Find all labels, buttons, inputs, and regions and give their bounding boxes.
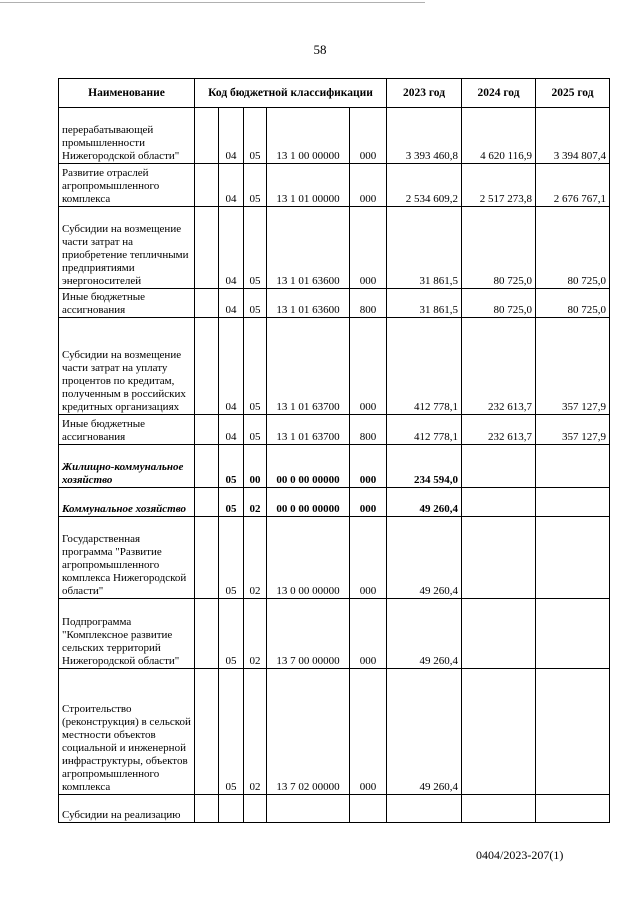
row-expense-type-cell: 000 [350,207,387,289]
row-2024-cell: 80 725,0 [462,289,536,318]
row-section-cell: 04 [219,108,244,164]
row-section-cell: 05 [219,669,244,795]
row-empty-cell [195,164,219,207]
row-2023-cell: 49 260,4 [387,488,462,517]
row-2025-cell [536,795,610,823]
header-name: Наименование [59,79,195,108]
row-2025-cell: 80 725,0 [536,289,610,318]
row-2023-cell: 31 861,5 [387,207,462,289]
row-2023-cell: 234 594,0 [387,445,462,488]
row-name-cell: Субсидии на реализацию [59,795,195,823]
row-target-article-cell: 13 0 00 00000 [267,517,350,599]
row-section-cell: 05 [219,488,244,517]
row-expense-type-cell: 000 [350,445,387,488]
table-row [59,415,610,445]
row-name-cell: Подпрограмма "Комплексное развитие сельских территорий Нижегородской области" [59,599,195,669]
row-expense-type-cell: 000 [350,488,387,517]
row-target-article-cell: 13 1 00 00000 [267,108,350,164]
row-2023-cell: 2 534 609,2 [387,164,462,207]
table-header-row [59,79,610,108]
row-subsection-cell: 05 [244,289,267,318]
row-target-article-cell: 13 1 01 63700 [267,318,350,415]
row-subsection-cell: 05 [244,415,267,445]
row-subsection-cell: 05 [244,207,267,289]
header-2024: 2024 год [462,79,536,108]
table-row [59,669,610,795]
row-2024-cell: 80 725,0 [462,207,536,289]
row-subsection-cell: 02 [244,669,267,795]
row-2023-cell: 412 778,1 [387,415,462,445]
row-subsection-cell: 05 [244,164,267,207]
row-target-article-cell: 13 1 01 63700 [267,415,350,445]
row-subsection-cell: 02 [244,599,267,669]
row-section-cell: 05 [219,599,244,669]
page-number: 58 [313,42,327,57]
row-empty-cell [195,289,219,318]
row-2024-cell: 4 620 116,9 [462,108,536,164]
row-expense-type-cell: 000 [350,669,387,795]
row-name-cell: Жилищно-коммунальное хозяйство [59,445,195,488]
row-2025-cell [536,445,610,488]
row-2024-cell [462,669,536,795]
row-subsection-cell: 02 [244,517,267,599]
row-empty-cell [195,108,219,164]
row-2025-cell [536,488,610,517]
row-expense-type-cell: 000 [350,599,387,669]
row-2023-cell [387,795,462,823]
row-target-article-cell: 13 1 01 00000 [267,164,350,207]
row-target-article-cell [267,795,350,823]
table-row [59,795,610,823]
row-name-cell: Субсидии на возмещение части затрат на приобретение тепличными предприятиями энергоносителей [59,207,195,289]
row-empty-cell [195,795,219,823]
row-expense-type-cell: 800 [350,415,387,445]
row-2024-cell: 232 613,7 [462,415,536,445]
row-2025-cell: 80 725,0 [536,207,610,289]
row-target-article-cell: 00 0 00 00000 [267,488,350,517]
row-section-cell: 04 [219,415,244,445]
row-section-cell [219,795,244,823]
row-subsection-cell: 00 [244,445,267,488]
row-empty-cell [195,415,219,445]
row-2025-cell: 357 127,9 [536,318,610,415]
row-subsection-cell: 02 [244,488,267,517]
row-empty-cell [195,488,219,517]
row-empty-cell [195,517,219,599]
row-2024-cell [462,445,536,488]
header-code: Код бюджетной классификации [195,79,387,108]
row-name-cell: Государственная программа "Развитие агропромышленного комплекса Нижегородской области" [59,517,195,599]
row-section-cell: 05 [219,445,244,488]
row-2024-cell [462,795,536,823]
row-name-cell: Иные бюджетные ассигнования [59,415,195,445]
row-expense-type-cell: 800 [350,289,387,318]
row-name-cell: Иные бюджетные ассигнования [59,289,195,318]
table-row [59,164,610,207]
row-empty-cell [195,445,219,488]
row-2025-cell [536,599,610,669]
row-expense-type-cell: 000 [350,517,387,599]
table-row [59,445,610,488]
row-2025-cell [536,669,610,795]
row-section-cell: 05 [219,517,244,599]
row-2023-cell: 49 260,4 [387,669,462,795]
row-2025-cell: 2 676 767,1 [536,164,610,207]
header-2023: 2023 год [387,79,462,108]
row-subsection-cell [244,795,267,823]
table-row [59,108,610,164]
row-subsection-cell: 05 [244,108,267,164]
row-section-cell: 04 [219,318,244,415]
row-expense-type-cell: 000 [350,318,387,415]
row-2023-cell: 412 778,1 [387,318,462,415]
row-expense-type-cell: 000 [350,164,387,207]
row-expense-type-cell: 000 [350,108,387,164]
row-2024-cell: 2 517 273,8 [462,164,536,207]
row-section-cell: 04 [219,164,244,207]
row-section-cell: 04 [219,289,244,318]
table-row [59,289,610,318]
row-2025-cell [536,517,610,599]
table-row [59,517,610,599]
row-2024-cell [462,599,536,669]
row-empty-cell [195,669,219,795]
row-2025-cell: 357 127,9 [536,415,610,445]
table-row [59,488,610,517]
row-name-cell: Развитие отраслей агропромышленного комплекса [59,164,195,207]
row-name-cell: Субсидии на возмещение части затрат на уплату процентов по кредитам, полученным в российских кредитных организациях [59,318,195,415]
row-target-article-cell: 13 7 00 00000 [267,599,350,669]
row-2024-cell: 232 613,7 [462,318,536,415]
row-target-article-cell: 00 0 00 00000 [267,445,350,488]
table-row [59,207,610,289]
budget-table [58,78,610,823]
row-target-article-cell: 13 1 01 63600 [267,289,350,318]
table-row [59,318,610,415]
row-target-article-cell: 13 1 01 63600 [267,207,350,289]
row-empty-cell [195,207,219,289]
row-2023-cell: 3 393 460,8 [387,108,462,164]
row-target-article-cell: 13 7 02 00000 [267,669,350,795]
row-2023-cell: 31 861,5 [387,289,462,318]
header-2025: 2025 год [536,79,610,108]
top-edge-line [0,2,425,3]
row-subsection-cell: 05 [244,318,267,415]
row-name-cell: Строительство (реконструкция) в сельской местности объектов социальной и инженерной инфраструктуры, объектов агропромышленного комплекса [59,669,195,795]
table-row [59,599,610,669]
row-section-cell: 04 [219,207,244,289]
row-2023-cell: 49 260,4 [387,517,462,599]
row-name-cell: Коммунальное хозяйство [59,488,195,517]
row-2024-cell [462,488,536,517]
row-empty-cell [195,318,219,415]
row-expense-type-cell [350,795,387,823]
document-code: 0404/2023-207(1) [476,848,564,862]
row-2025-cell: 3 394 807,4 [536,108,610,164]
row-2023-cell: 49 260,4 [387,599,462,669]
row-name-cell: перерабатывающей промышленности Нижегородской области" [59,108,195,164]
row-2024-cell [462,517,536,599]
row-empty-cell [195,599,219,669]
